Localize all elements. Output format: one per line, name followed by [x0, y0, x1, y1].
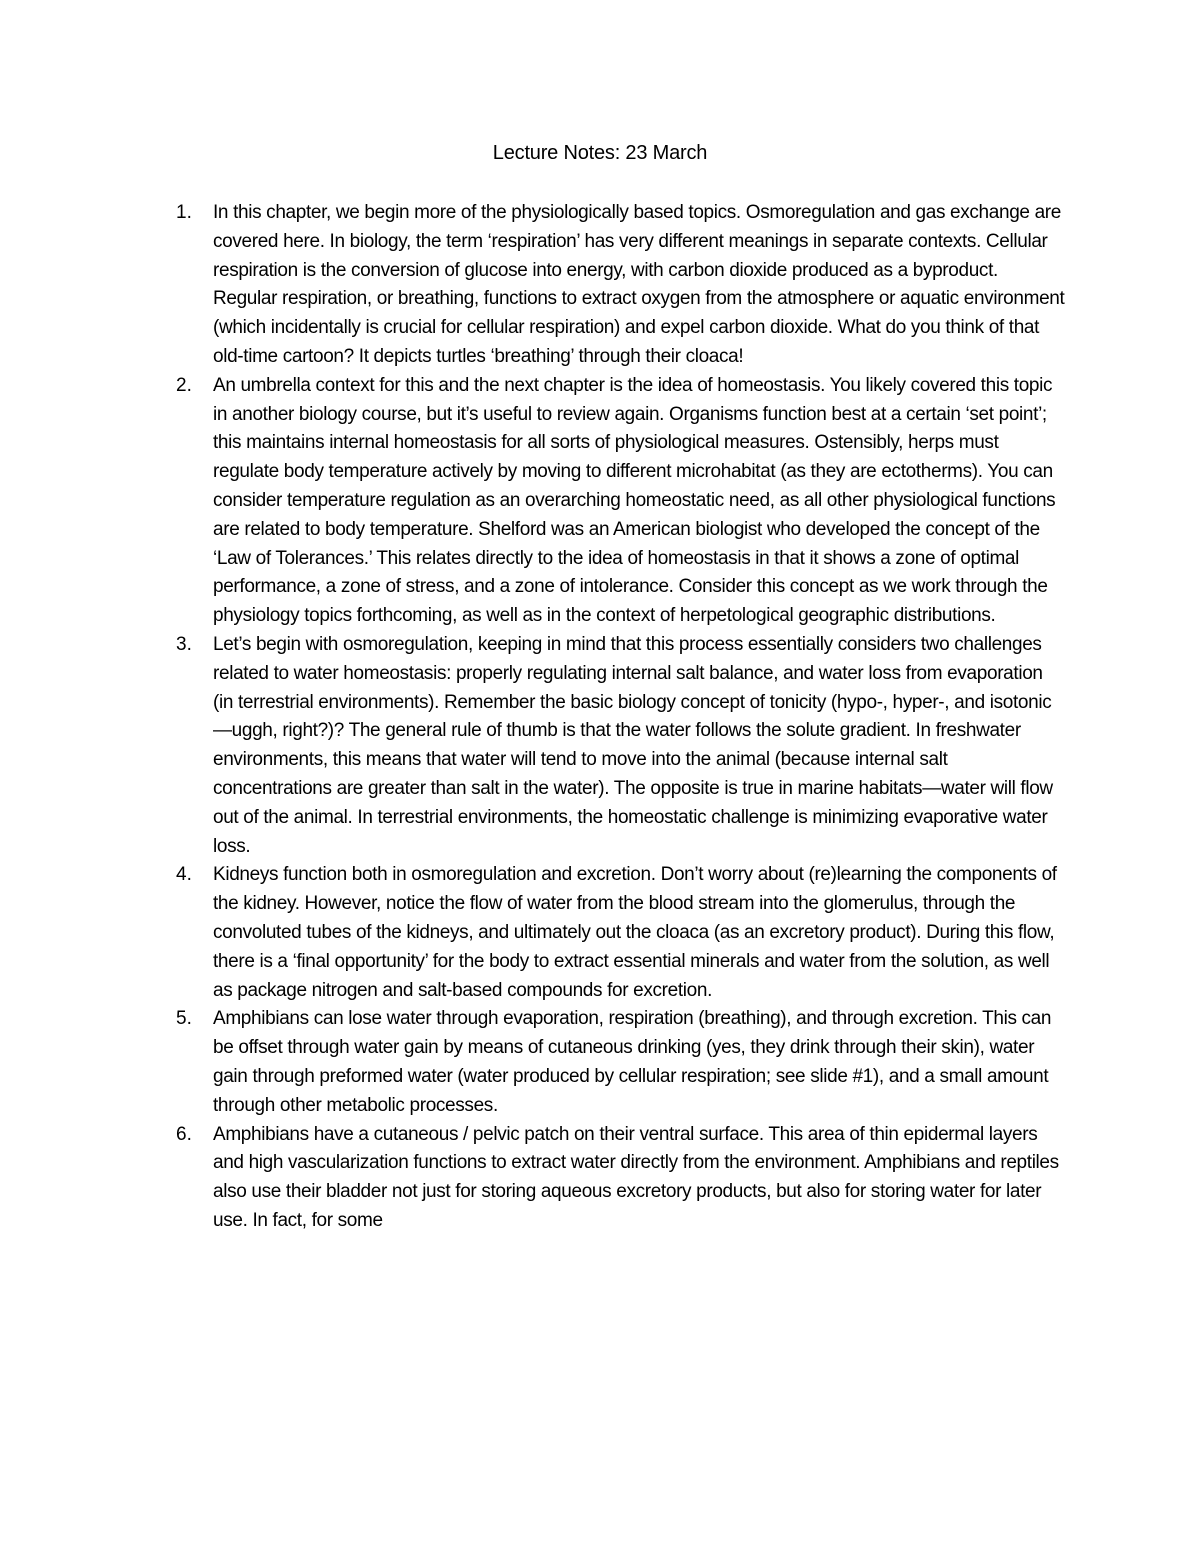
list-item — [170, 199, 1065, 372]
list-item-number: 1. — [176, 202, 192, 223]
list-item-number: 6. — [176, 1123, 192, 1145]
list-item-number: 5. — [176, 1008, 192, 1030]
list-item-text: Kidneys function both in osmoregulation and excretion. Don’t worry about (re)learning the components of the kidney. However, notice the flow of water from the blood stream into the glomerulus, through the convoluted tubes of the kidneys, and ultimately out the cloaca (as an excretory product). During this flow, there is a ‘final opportunity’ for the body to extract essential minerals and water from the solution, as well as package nitrogen and salt-based compounds for excretion. — [213, 864, 1057, 1001]
list-item-text: In this chapter, we begin more of the physiologically based topics. Osmoregulation and gas exchange are covered here. In biology, the term ‘respiration’ has very different meanings in separate contexts. Cellular respiration is the conversion of glucose into energy, with carbon dioxide produced as a byproduct. Regular respiration, or breathing, functions to extract oxygen from the atmosphere or aquatic environment (which incidentally is crucial for cellular respiration) and expel carbon dioxide. What do you think of that old-time cartoon? It depicts turtles ‘breathing’ through their cloaca! — [213, 202, 1065, 367]
list-item — [170, 1121, 1065, 1236]
list-item-number: 2. — [176, 374, 192, 396]
list-item-text: An umbrella context for this and the next chapter is the idea of homeostasis. You likely covered this topic in another biology course, but it’s useful to review again. Organisms function best at a certain ‘set point’; this maintains internal homeostasis for all sorts of physiological measures. Ostensibly, herps must regulate body temperature actively by moving to different microhabitat (as they are ectotherms). You can consider temperature regulation as an overarching homeostatic need, as all other physiological functions are related to body temperature. Shelford was an American biologist who developed the concept of the ‘Law of Tolerances.’ This relates directly to the idea of homeostasis in that it shows a zone of optimal performance, a zone of stress, and a zone of intolerance. Consider this concept as we work through the physiology topics forthcoming, as well as in the context of herpetological geographic distributions. — [213, 374, 1056, 627]
list-item — [170, 861, 1065, 1005]
lecture-notes-list — [170, 199, 1065, 1236]
list-item — [170, 631, 1065, 861]
list-item-text: Amphibians have a cutaneous / pelvic patch on their ventral surface. This area of thin epidermal layers and high vascularization functions to extract water directly from the environment. Amphibians and reptiles also use their bladder not just for storing aqueous excretory products, but also for storing water for later use. In fact, for some — [213, 1123, 1059, 1231]
list-item — [170, 372, 1065, 631]
list-item-number: 3. — [176, 633, 192, 655]
page-title: Lecture Notes: 23 March — [492, 142, 708, 164]
list-item-text: Amphibians can lose water through evaporation, respiration (breathing), and through excretion. This can be offset through water gain by means of cutaneous drinking (yes, they drink through their skin), water gain through preformed water (water produced by cellular respiration; see slide #1), and a small amount through other metabolic processes. — [213, 1008, 1052, 1116]
list-item-number: 4. — [176, 864, 192, 886]
list-item — [170, 1005, 1065, 1120]
list-item-text: Let’s begin with osmoregulation, keeping in mind that this process essentially considers two challenges related to water homeostasis: properly regulating internal salt balance, and water loss from evaporation (in terrestrial environments). Remember the basic biology concept of tonicity (hypo-, hyper-, and isotonic—uggh, right?)? The general rule of thumb is that the water follows the solute gradient. In freshwater environments, this means that water will tend to move into the animal (because internal salt concentrations are greater than salt in the water). The opposite is true in marine habitats—water will flow out of the animal. In terrestrial environments, the homeostatic challenge is minimizing evaporative water loss. — [213, 633, 1053, 857]
